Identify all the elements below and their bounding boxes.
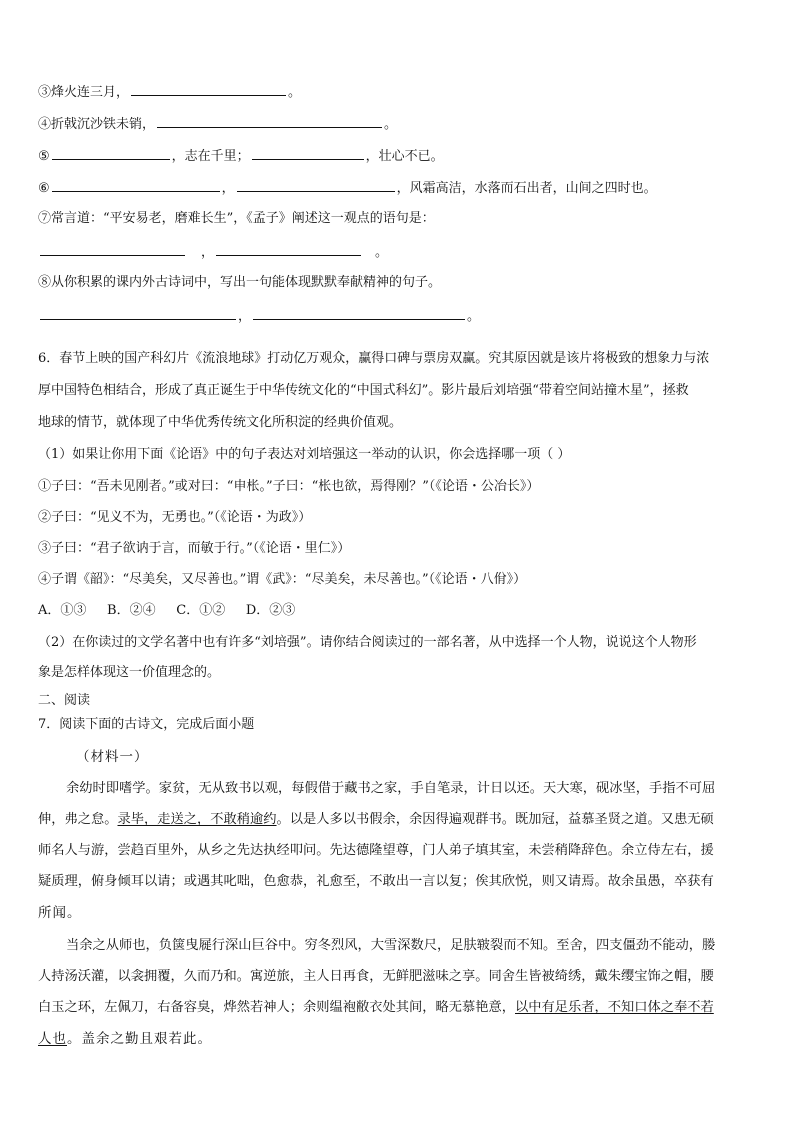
fill-blank-4-prefix: ④折戟沉沙铁未销， — [38, 117, 156, 132]
underlined-phrase: 录毕，走送之，不敢稍逾约 — [117, 812, 277, 827]
q6-option-4: ④子谓《韶》：“尽美矣，又尽善也。”谓《武》：“尽美矣，未尽善也。”（《论语・八佾》） — [38, 572, 527, 587]
q7-title: 7．阅读下面的古诗文，完成后面小题 — [38, 717, 255, 732]
fill-blank-4 — [38, 114, 397, 134]
passage-line: 当余之从师也，负箧曳屣行深山巨谷中。穷冬烈风，大雪深数尺，足肤皲裂而不知。至舍，四支僵劲不能动，媵 — [66, 938, 716, 953]
underlined-phrase: 人也 — [38, 1031, 67, 1047]
fill-blank-8-end: 。 — [467, 309, 481, 324]
q6-sub-question-1: （1）如果让你用下面《论语》中的句子表达对刘培强这一举动的认识，你会选择哪一项（ ） — [38, 447, 571, 462]
q6-option-2: ②子曰：“见义不为，无勇也。”（《论语・为政》） — [38, 510, 312, 525]
answer-blank[interactable] — [252, 146, 364, 160]
q6-intro-line: 6．春节上映的国产科幻片《流浪地球》打动亿万观众，赢得口碑与票房双赢。究其原因就是该片将极致的想象力与浓 — [38, 351, 710, 366]
fill-blank-5-prefix: ⑤ — [38, 149, 50, 164]
passage-line: 余幼时即嗜学。家贫，无从致书以观，每假借于藏书之家，手自笔录，计日以还。天大寒，砚冰坚，手指不可屈 — [66, 781, 716, 796]
answer-blank[interactable] — [253, 306, 465, 320]
fill-blank-7-prompt: ⑦常言道：“平安易老，磨难长生”，《孟子》阐述这一观点的语句是： — [38, 211, 435, 226]
fill-blank-8-answers — [38, 306, 480, 326]
fill-blank-7-sep: ， — [201, 245, 215, 260]
underlined-phrase: 以中有足乐者，不知口体之奉不若 — [515, 1000, 714, 1015]
q6-option-1: ①子曰：“吾未见刚者。”或对曰：“申枨。”子曰：“枨也欲，焉得刚？”（《论语・公冶长》） — [38, 479, 540, 494]
answer-blank[interactable] — [40, 306, 236, 320]
fill-blank-6 — [38, 178, 657, 198]
passage-text: 。盖余之勤且艰若此。 — [67, 1031, 212, 1047]
fill-blank-4-end: 。 — [384, 117, 398, 132]
passage-line — [38, 811, 714, 829]
q6-sub-question-2: （2）在你读过的文学名著中也有许多“刘培强”。请你结合阅读过的一部名著，从中选择一个人物，说说这个人物形 — [38, 635, 697, 650]
passage-line: 人持汤沃灌，以衾拥覆，久而乃和。寓逆旅，主人日再食，无鲜肥滋味之享。同舍生皆被绮绣，戴朱缨宝饰之帽，腰 — [38, 969, 714, 984]
passage-text: 白玉之环，左佩刀，右备容臭，烨然若神人；余则缊袍敝衣处其间，略无慕艳意， — [38, 1000, 516, 1015]
q6-option-3: ③子曰：“君子欲讷于言，而敏于行。”（《论语・里仁》） — [38, 541, 351, 556]
passage-text: 。以是人多以书假余，余因得遍观群书。既加冠，益慕圣贤之道。又患无硕 — [276, 812, 714, 827]
fill-blank-8-sep: ， — [238, 309, 252, 324]
answer-blank[interactable] — [52, 146, 170, 160]
passage-line: 所闻。 — [38, 905, 82, 921]
section-heading: 二、阅读 — [38, 693, 91, 708]
fill-blank-6-mid: ， — [221, 181, 235, 196]
answer-blank[interactable] — [237, 178, 395, 192]
fill-blank-5-end: ，壮心不已。 — [365, 149, 444, 164]
passage-line — [38, 1030, 212, 1048]
fill-blank-7-end: 。 — [375, 245, 389, 260]
fill-blank-5 — [38, 146, 444, 166]
answer-blank[interactable] — [157, 114, 382, 128]
q6-answer-choices: A．①③ B．②④ C．①② D．②③ — [38, 603, 296, 618]
passage-line: 疑质理，俯身倾耳以请；或遇其叱咄，色愈恭，礼愈至，不敢出一言以复；俟其欣悦，则又请焉。故余虽愚，卒获有 — [38, 874, 714, 889]
fill-blank-3-prefix: ③烽火连三月， — [38, 85, 130, 100]
passage-line: 师名人与游，尝趋百里外，从乡之先达执经叩问。先达德隆望尊，门人弟子填其室，未尝稍降辞色。余立侍左右，援 — [38, 843, 714, 858]
fill-blank-6-end: ，风霜高洁，水落而石出者，山间之四时也。 — [396, 181, 657, 196]
answer-blank[interactable] — [216, 242, 361, 256]
answer-blank[interactable] — [52, 178, 220, 192]
fill-blank-5-mid: ，志在千里； — [171, 149, 250, 164]
q6-intro-line: 地球的情节，就体现了中华优秀传统文化所积淀的经典价值观。 — [38, 415, 403, 430]
q6-sub-question-2: 象是怎样体现这一价值理念的。 — [38, 665, 221, 680]
fill-blank-8-prompt: ⑧从你积累的课内外古诗词中，写出一句能体现默默奉献精神的句子。 — [38, 275, 442, 290]
answer-blank[interactable] — [40, 242, 185, 256]
answer-blank[interactable] — [131, 82, 286, 96]
fill-blank-3 — [38, 82, 301, 102]
passage-line — [38, 999, 714, 1017]
fill-blank-3-end: 。 — [288, 85, 302, 100]
material-label: （材料一） — [76, 749, 149, 765]
q6-intro-line: 厚中国特色相结合，形成了真正诞生于中华传统文化的“中国式科幻”。影片最后刘培强“带着空间站撞木星”，拯救 — [38, 383, 689, 398]
fill-blank-6-prefix: ⑥ — [38, 181, 50, 196]
passage-text: 伸，弗之怠。 — [38, 812, 118, 827]
fill-blank-7-answers — [38, 242, 388, 262]
